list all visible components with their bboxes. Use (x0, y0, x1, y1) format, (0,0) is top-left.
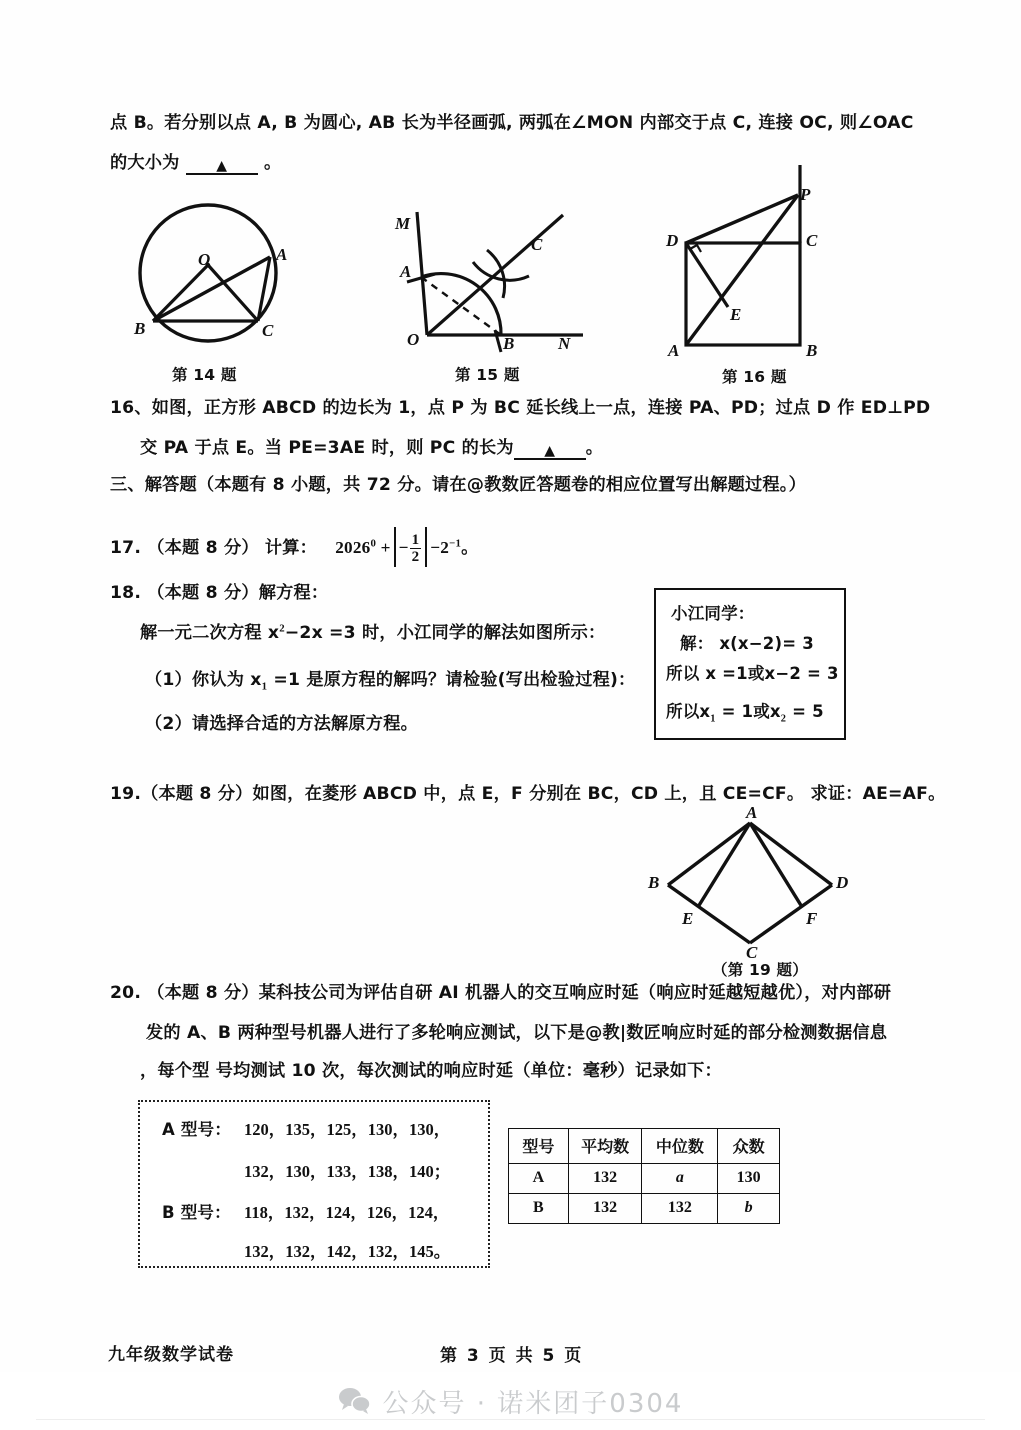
figure-15-label-C: C (531, 235, 543, 254)
q16-line2-suffix: 。 (585, 438, 604, 458)
figure-19-label-B: B (648, 873, 660, 892)
figure-15-label-N: N (558, 334, 571, 353)
figure-16-caption: 第 16 题 (722, 368, 787, 386)
q17-minus: − (430, 538, 441, 557)
q20-model-a-values-1: 120，135，125，130，130， (244, 1120, 451, 1139)
figure-14-drawing (120, 195, 320, 360)
q14-answer-blank[interactable]: ▲ (186, 159, 258, 175)
q16-text: 如图，正方形 ABCD 的边长为 1，点 P 为 BC 延长线上一点，连接 PA、PD；过点 D 作 ED⊥PD (151, 398, 931, 418)
q20-score: （本题 8 分） (147, 983, 259, 1003)
figure-19-caption: （第 19 题） (712, 961, 808, 979)
q17-two: 2 (440, 538, 450, 557)
table-header-row (509, 1129, 780, 1164)
q20-line3: ，每个型 号均测试 10 次，每次测试的响应时延（单位：毫秒）记录如下： (140, 1061, 722, 1081)
q14-line2-suffix: 。 (263, 153, 282, 173)
figure-15-label-A: A (400, 262, 412, 281)
cell-mode-a: 130 (718, 1164, 780, 1194)
q17-frac-sign: − (398, 538, 409, 557)
figure-16-drawing (672, 165, 852, 360)
q18-box-line2: 所以 x =1或x−2 = 3 (666, 664, 839, 683)
q20-model-a-label: A 型号： (162, 1120, 232, 1139)
cell-median-a: a (642, 1164, 718, 1194)
q17-number: 17. (110, 538, 142, 558)
cell-mean-a: 132 (568, 1164, 642, 1194)
footer-subject: 九年级数学试卷 (108, 1345, 234, 1365)
q17-prompt: 计算： (264, 538, 318, 558)
figure-19-label-A: A (746, 803, 758, 822)
q17-score: （本题 8 分） (147, 538, 259, 558)
q17-plus: + (380, 538, 391, 557)
figure-19-drawing (650, 815, 850, 955)
abs-bar-left (394, 527, 396, 567)
th-mean: 平均数 (568, 1129, 642, 1164)
q17-fraction: $\frac{1}{2}$ (411, 532, 420, 566)
figure-16-label-B: B (806, 341, 818, 360)
figure-14-label-B: B (134, 319, 146, 338)
q20-line1 (110, 985, 891, 1002)
figure-16-label-C: C (806, 231, 818, 250)
figure-16-label-P: P (800, 185, 811, 204)
figure-14 (120, 195, 320, 360)
figure-16-label-D: D (666, 231, 679, 250)
q20-model-b-values-1: 118，132，124，126，124， (244, 1203, 450, 1222)
q18-sub2: （2）请选择合适的方法解原方程。 (145, 714, 418, 734)
th-mode: 众数 (718, 1129, 780, 1164)
cell-model-b: B (509, 1194, 569, 1224)
q20-line2: 发的 A、B 两种型号机器人进行了多轮响应测试，以下是@教|数匠响应时延的部分检测数据信息 (146, 1023, 888, 1043)
figure-14-label-O: O (198, 250, 211, 269)
cell-median-b: 132 (642, 1194, 718, 1224)
figure-16-label-A: A (668, 341, 680, 360)
cell-mean-b: 132 (568, 1194, 642, 1224)
figure-14-caption: 第 14 题 (172, 366, 237, 384)
q19 (110, 786, 946, 803)
abs-bar-right (425, 527, 427, 567)
figure-15-label-B: B (503, 334, 515, 353)
q19-text: 如图，在菱形 ABCD 中，点 E，F 分别在 BC，CD 上，且 CE=CF。 求证：AE=AF。 (252, 784, 946, 804)
q20-model-b-label: B 型号： (162, 1203, 231, 1222)
figure-14-label-C: C (262, 321, 274, 340)
q18-title: 解方程： (258, 583, 329, 603)
q18-intro (140, 622, 606, 643)
q19-number: 19. (110, 784, 142, 804)
figure-15-caption: 第 15 题 (455, 366, 520, 384)
q20-text1: 某科技公司为评估自研 AI 机器人的交互响应时延（响应时延越短越优），对内部研 (258, 983, 892, 1003)
footer-page-label: 第 3 页 共 5 页 (440, 1346, 584, 1366)
q18-box-line1: 解： x(x−2)= 3 (680, 634, 814, 653)
q19-score: （本题 8 分） (141, 784, 253, 804)
q16-line2-prefix: 交 PA 于点 E。当 PE=3AE 时，则 PC 的长为 (140, 438, 514, 458)
q18-sub1-subscript: 1 (261, 680, 268, 693)
wechat-icon (338, 1387, 372, 1415)
q16-number: 16、 (110, 398, 152, 418)
q20-model-b-values-2: 132，132，142，132，145。 (244, 1242, 451, 1261)
table-row (509, 1194, 780, 1224)
q18-box-line3: 所以$x_1 = 1$或$x_2 = 5$ (666, 702, 824, 725)
cell-model-a: A (509, 1164, 569, 1194)
q16-answer-blank[interactable]: ▲ (514, 444, 586, 460)
q14-line2 (110, 155, 281, 175)
q16-line2 (140, 440, 603, 460)
table-row (509, 1164, 780, 1194)
q14-line1: 点 B。若分别以点 A, B 为圆心, AB 长为半径画弧, 两弧在∠MON 内部交于点 C, 连接 OC, 则∠OAC (110, 113, 914, 133)
q18-score: （本题 8 分） (147, 583, 259, 603)
q17-two-exponent: −1 (449, 537, 462, 550)
q18-sub1-a: （1）你认为 x (145, 670, 262, 690)
q18-intro-a: 解一元二次方程 x (140, 623, 280, 643)
watermark-bar (0, 1372, 1021, 1430)
q17-end: 。 (461, 538, 479, 558)
q16-line1 (110, 400, 930, 417)
q20-number: 20. (110, 983, 142, 1003)
q17-exponent: 0 (370, 537, 377, 550)
q17-expression (335, 532, 479, 566)
q18-header (110, 585, 328, 602)
figure-15-label-O: O (407, 330, 420, 349)
q18-intro-sup: 2 (279, 622, 285, 635)
figure-19-label-E: E (682, 909, 694, 928)
figure-19-label-D: D (836, 873, 849, 892)
q18-number: 18. (110, 583, 142, 603)
q17-base: 2026 (335, 538, 371, 557)
q18-sub1-rest: =1 是原方程的解吗？请检验(写出检验过程)： (267, 670, 636, 690)
q18-solution-box (654, 588, 846, 740)
figure-16 (666, 165, 852, 360)
figure-14-label-A: A (276, 245, 288, 264)
th-median: 中位数 (642, 1129, 718, 1164)
figure-15 (395, 190, 595, 360)
figure-19-label-C: C (746, 943, 758, 962)
q20-stats-table (508, 1128, 780, 1224)
watermark-divider (36, 1419, 985, 1420)
q20-data-box (138, 1100, 490, 1268)
q14-line2-prefix: 的大小为 (110, 153, 180, 173)
figure-19-label-F: F (806, 909, 818, 928)
q18-box-title: 小江同学： (671, 604, 755, 623)
figure-15-label-M: M (395, 214, 411, 233)
th-model: 型号 (509, 1129, 569, 1164)
q20-model-a-values-2: 132，130，133，138，140； (244, 1162, 451, 1181)
figure-16-label-E: E (730, 305, 742, 324)
q18-sub1 (145, 670, 636, 693)
watermark-text: 公众号 · 诺米团子0304 (382, 1388, 684, 1419)
q17 (110, 527, 478, 567)
section-3-header: 三、解答题（本题有 8 小题，共 72 分。请在@教数匠答题卷的相应位置写出解题过程。） (110, 475, 806, 495)
cell-mode-b: b (718, 1194, 780, 1224)
q18-intro-b: −2x =3 时，小江同学的解法如图所示： (284, 623, 606, 643)
figure-19 (648, 803, 850, 962)
